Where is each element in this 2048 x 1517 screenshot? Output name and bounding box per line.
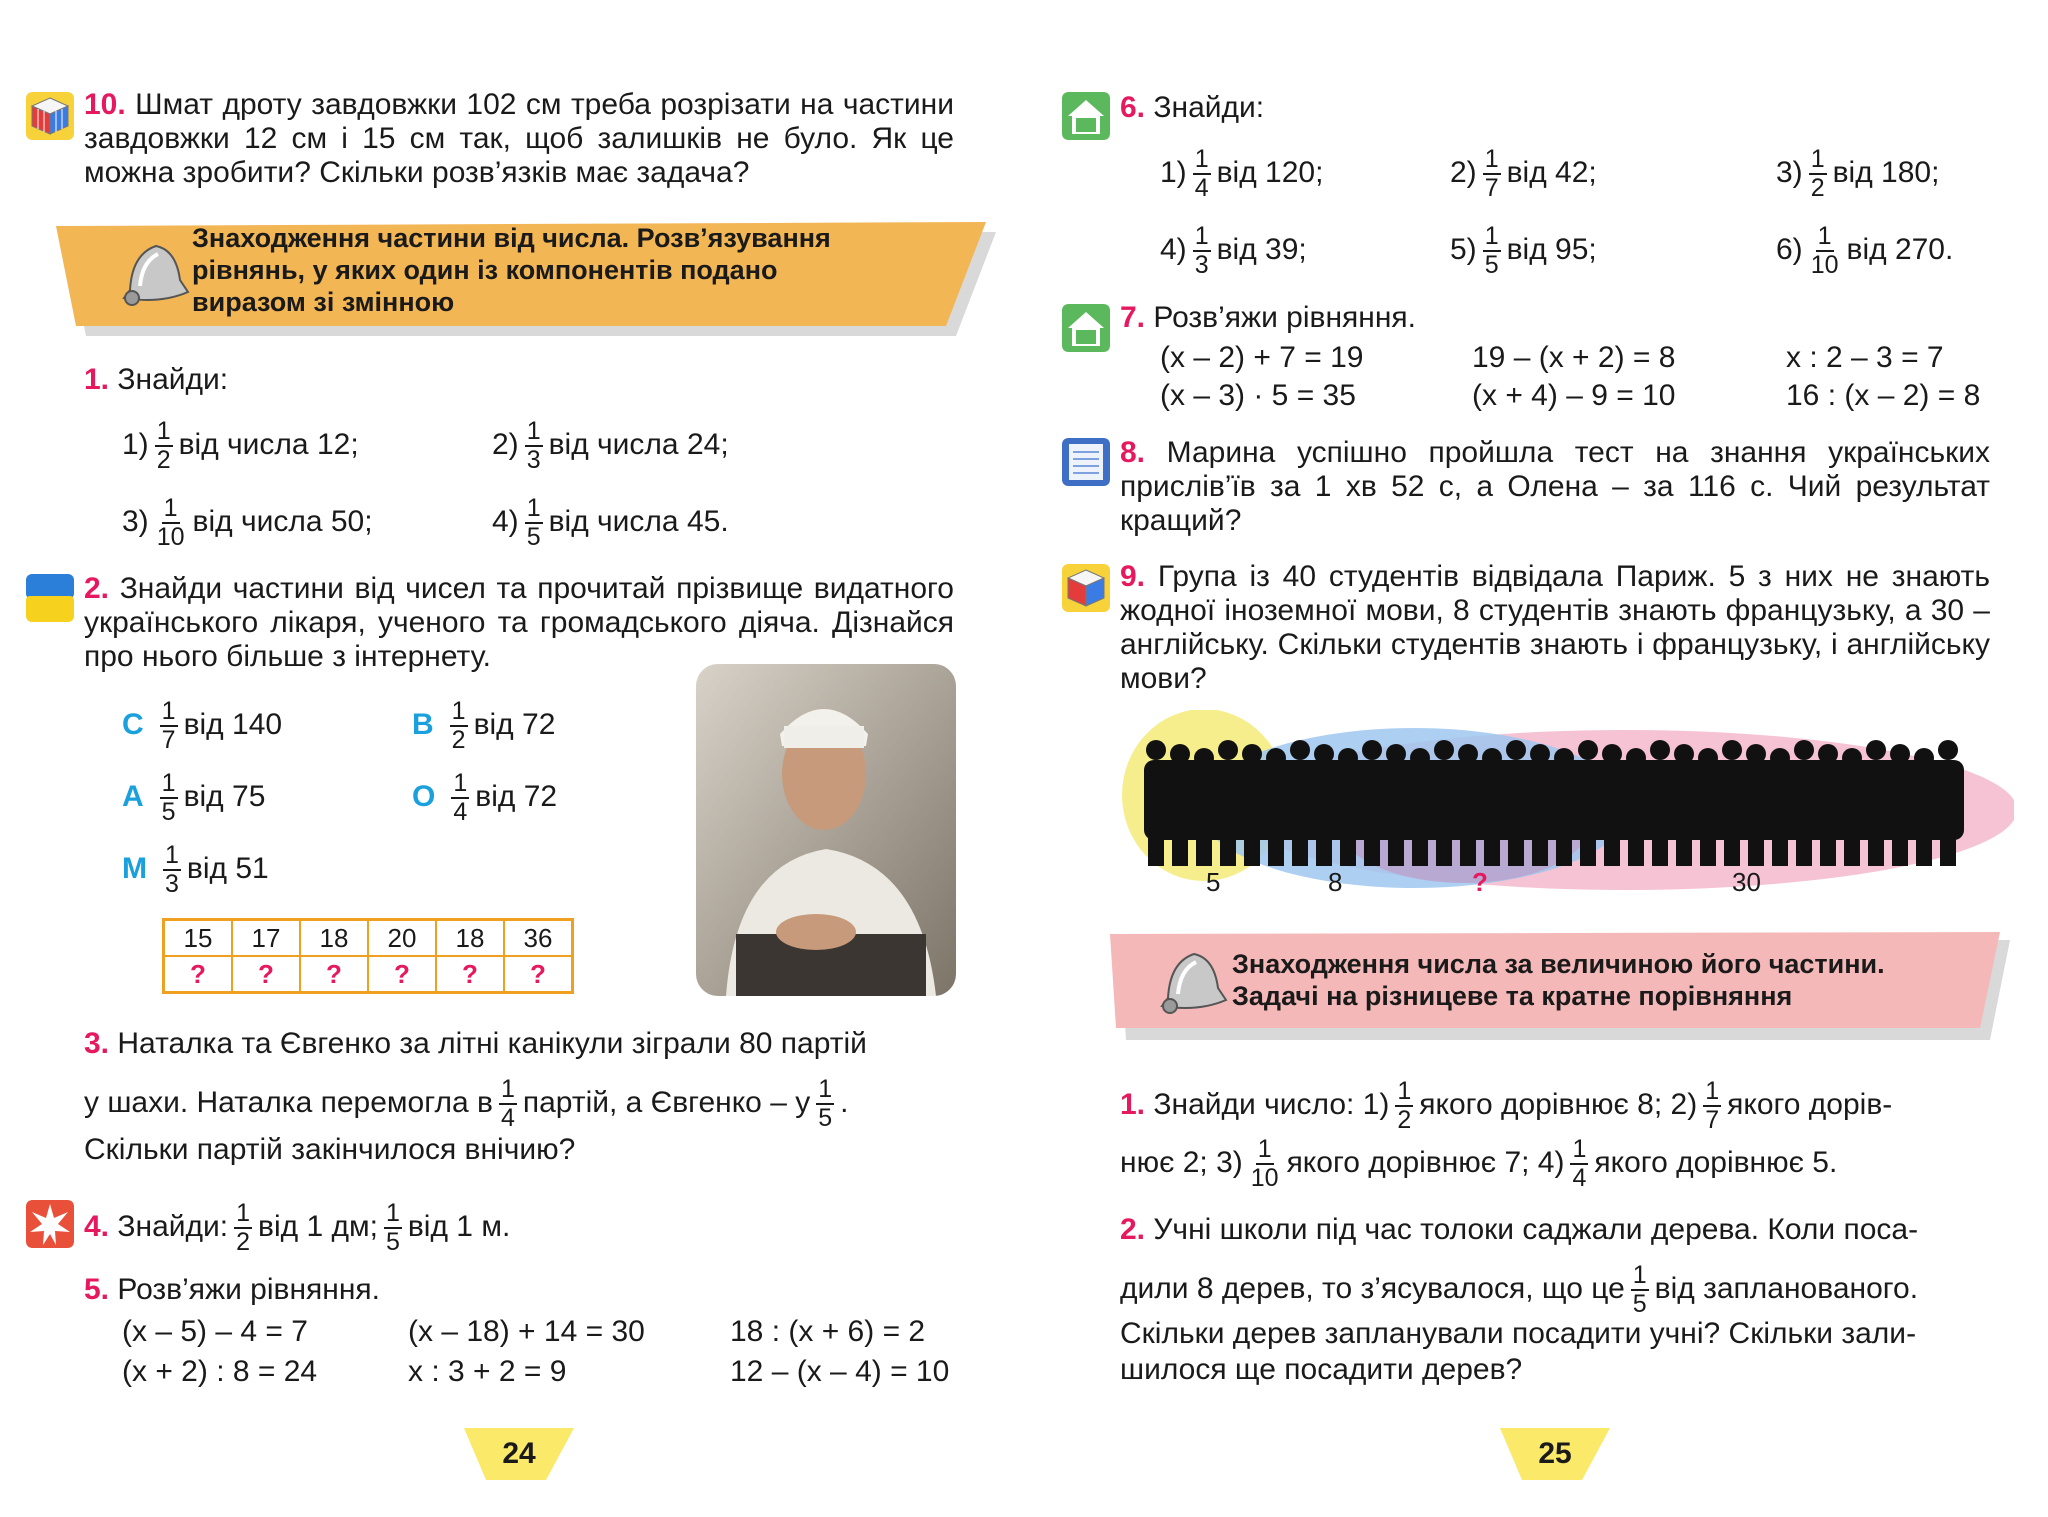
numerator: 1 (453, 769, 468, 797)
bell-icon (1148, 940, 1232, 1020)
silhouette-head (1458, 744, 1478, 764)
task-number: 3. (84, 1027, 110, 1060)
equation: x : 2 – 3 = 7 (1786, 341, 1944, 374)
silhouette-legs (1676, 830, 1692, 866)
fraction (1631, 1262, 1649, 1318)
fraction (451, 770, 469, 826)
silhouette-legs (1700, 830, 1716, 866)
numerator: 1 (1705, 1077, 1720, 1105)
letter-item-v (412, 698, 555, 754)
denominator: 2 (451, 726, 466, 754)
numerator: 1 (500, 1075, 515, 1103)
equation: (x + 2) : 8 = 24 (122, 1355, 318, 1388)
letter-item-m (122, 842, 269, 898)
page-number-text: 25 (1538, 1437, 1572, 1470)
fraction (1809, 146, 1827, 202)
denominator: 3 (165, 870, 179, 898)
item-text: від 95; (1506, 232, 1597, 266)
equation: (x – 18) + 14 = 30 (408, 1315, 645, 1348)
answer-table (162, 918, 574, 994)
venn-label-none: 5 (1206, 867, 1221, 897)
venn-label-english: 30 (1732, 867, 1761, 897)
task-4 (84, 1200, 510, 1256)
task-6-item-4 (1160, 223, 1307, 279)
numerator: 1 (1632, 1261, 1647, 1289)
silhouette-head (1290, 740, 1310, 760)
denominator: 2 (236, 1228, 251, 1256)
silhouette-legs (1436, 830, 1452, 866)
table-cell: 36 (504, 920, 573, 957)
task-number: 9. (1120, 560, 1146, 593)
task-number: 1. (1120, 1087, 1146, 1121)
task-number: 2. (1120, 1213, 1146, 1246)
silhouette-legs (1388, 830, 1404, 866)
table-cell: ? (232, 956, 300, 993)
silhouette-legs (1412, 830, 1428, 866)
item-index: 5) (1450, 232, 1477, 266)
equation: x : 3 + 2 = 9 (408, 1355, 567, 1388)
table-cell: ? (300, 956, 368, 993)
item-index: 2) (1450, 155, 1477, 189)
fraction (155, 495, 187, 551)
silhouette-head (1914, 748, 1934, 768)
silhouette-legs (1820, 830, 1836, 866)
table-cell: 18 (300, 920, 368, 957)
numerator: 1 (526, 417, 541, 445)
denominator: 4 (1194, 174, 1209, 202)
topic-line-2: Задачі на різницеве та кратне порівняння (1232, 981, 1793, 1011)
item-text: від 180; (1832, 155, 1940, 189)
silhouette-legs (1628, 830, 1644, 866)
task-10 (84, 88, 954, 190)
house-icon (1062, 92, 1110, 140)
table-cell: 17 (232, 920, 300, 957)
silhouette-legs (1604, 830, 1620, 866)
table-cell: ? (164, 956, 233, 993)
fraction (155, 418, 173, 474)
task-6-item-6 (1776, 223, 1953, 279)
fraction (1193, 223, 1211, 279)
task-text: . (840, 1085, 849, 1119)
house-icon (1062, 304, 1110, 352)
silhouette-legs (1916, 830, 1932, 866)
silhouette-head (1674, 744, 1694, 764)
denominator: 7 (1484, 174, 1499, 202)
task-text: дили 8 дерев, то з’ясувалося, що це (1120, 1271, 1625, 1305)
item-index: 3) (122, 504, 149, 538)
item-text: від числа 45. (548, 504, 729, 538)
fraction (1483, 146, 1501, 202)
item-index: 4) (492, 504, 519, 538)
denominator: 5 (1632, 1290, 1647, 1318)
item-text: від 120; (1216, 155, 1324, 189)
topic-heading (192, 222, 831, 318)
denominator: 10 (1810, 251, 1839, 279)
fraction (1703, 1078, 1721, 1134)
task-text: якого дорівнює 7; 4) (1286, 1145, 1565, 1179)
task-number: 8. (1120, 436, 1146, 469)
silhouette-legs (1220, 830, 1236, 866)
numerator: 1 (385, 1199, 400, 1227)
task-text: Знайди частини від чисел та прочитай прізвище видатного українського лікаря, ученого та громадського діяча. Дізнайся про нього більше з інтернету. (84, 572, 954, 673)
silhouette-legs (1868, 830, 1884, 866)
silhouette-head (1194, 748, 1214, 768)
task-number: 2. (84, 572, 110, 605)
silhouette-head (1794, 740, 1814, 760)
denominator: 10 (156, 523, 185, 551)
silhouette-legs (1580, 830, 1596, 866)
fraction (525, 495, 543, 551)
numerator: 1 (818, 1075, 833, 1103)
equation: (x – 3) · 5 = 35 (1160, 379, 1356, 412)
silhouette-legs (1196, 830, 1212, 866)
silhouette-legs (1652, 830, 1668, 866)
page-number (464, 1428, 574, 1480)
task-8 (1120, 436, 1990, 538)
numerator: 1 (161, 769, 176, 797)
silhouette-head (1506, 740, 1526, 760)
task-6-item-5 (1450, 223, 1597, 279)
item-index: 1) (122, 427, 149, 461)
fraction (816, 1076, 834, 1132)
venn-label-french: 8 (1328, 867, 1343, 897)
task-label: Знайди: (117, 363, 229, 396)
silhouette-legs (1244, 830, 1260, 866)
silhouette-legs (1268, 830, 1284, 866)
task-text: партій, а Євгенко – у (522, 1085, 811, 1119)
task-1-item-1 (122, 418, 359, 474)
silhouette-head (1266, 748, 1286, 768)
denominator: 2 (156, 446, 171, 474)
task-number: 10. (84, 88, 126, 121)
silhouette-legs (1844, 830, 1860, 866)
silhouette-head (1410, 748, 1430, 768)
task-3-line-2 (84, 1076, 848, 1132)
silhouette-head (1434, 740, 1454, 760)
letter-item-a (122, 770, 265, 826)
task-number: 1. (84, 363, 110, 396)
topic-line-1: Знаходження частини від числа. Розв’язування (192, 223, 831, 253)
denominator: 2 (1810, 174, 1825, 202)
item-text: від числа 24; (548, 427, 729, 461)
equation: 16 : (x – 2) = 8 (1786, 379, 1981, 412)
denominator: 4 (1572, 1164, 1587, 1192)
silhouette-head (1170, 744, 1190, 764)
notebook-icon (1062, 438, 1110, 486)
task-text: якого дорів- (1727, 1087, 1893, 1121)
fraction (525, 418, 543, 474)
silhouette-legs (1460, 830, 1476, 866)
numerator: 1 (1817, 222, 1832, 250)
silhouette-head (1602, 744, 1622, 764)
task-number: 7. (1120, 301, 1146, 334)
silhouette-head (1722, 740, 1742, 760)
task-6-item-1 (1160, 146, 1323, 202)
denominator: 4 (500, 1104, 515, 1132)
task-label: Розв’яжи рівняння. (117, 1273, 380, 1306)
silhouette-legs (1508, 830, 1524, 866)
task-text: якого дорівнює 5. (1594, 1145, 1838, 1179)
denominator: 3 (1194, 251, 1209, 279)
item-text: від 72 (473, 707, 556, 741)
task-text: від 1 дм; (258, 1209, 378, 1243)
task-text: Учні школи під час толоки саджали дерева. Коли поса- (1153, 1213, 1919, 1246)
numerator: 1 (1257, 1135, 1272, 1163)
task-label: Розв’яжи рівняння. (1153, 301, 1416, 334)
task-r1-line-1 (1120, 1078, 1892, 1134)
fraction (1570, 1136, 1588, 1192)
silhouette-head (1482, 748, 1502, 768)
ukraine-flag-icon (26, 574, 74, 622)
task-text: Марина успішно пройшла тест на знання українських прислів’їв за 1 хв 52 с, а Олена – за 116 с. Чий результат кращий? (1120, 436, 1990, 537)
silhouette-head (1146, 740, 1166, 760)
item-index: 6) (1776, 232, 1803, 266)
letter: М (122, 851, 147, 885)
silhouette-head (1818, 744, 1838, 764)
item-text: від 42; (1506, 155, 1597, 189)
task-3-line-3 (84, 1130, 575, 1170)
fraction (450, 698, 468, 754)
fraction (384, 1200, 402, 1256)
venn-label-both: ? (1472, 867, 1488, 897)
fraction (1395, 1078, 1413, 1134)
item-index: 1) (1160, 155, 1187, 189)
numerator: 1 (1572, 1135, 1587, 1163)
silhouette-head (1578, 740, 1598, 760)
task-text: у шахи. Наталка перемогла в (84, 1085, 493, 1119)
silhouette-legs (1340, 830, 1356, 866)
silhouette-legs (1292, 830, 1308, 866)
bell-icon (110, 232, 194, 312)
task-text: Знайди число: 1) (1153, 1087, 1390, 1121)
item-index: 2) (492, 427, 519, 461)
task-9 (1120, 560, 1990, 696)
task-text: якого дорівнює 8; 2) (1419, 1087, 1698, 1121)
silhouette-head (1362, 740, 1382, 760)
numerator: 1 (1194, 222, 1209, 250)
silhouette-legs (1724, 830, 1740, 866)
silhouette-head (1218, 740, 1238, 760)
topic-line-1: Знаходження числа за величиною його частини. (1232, 949, 1885, 979)
fraction (234, 1200, 252, 1256)
denominator: 5 (161, 798, 176, 826)
letter: С (122, 707, 144, 741)
numerator: 1 (161, 697, 176, 725)
task-3-line-1 (84, 1024, 867, 1064)
silhouette-head (1314, 744, 1334, 764)
topic-heading (1232, 948, 1885, 1012)
numerator: 1 (1810, 145, 1825, 173)
silhouette-legs (1172, 830, 1188, 866)
task-1-item-3 (122, 495, 373, 551)
silhouette-head (1242, 744, 1262, 764)
star-burst-icon (26, 1200, 74, 1248)
denominator: 5 (526, 523, 541, 551)
silhouette-legs (1556, 830, 1572, 866)
task-text: від 1 м. (407, 1209, 511, 1243)
silhouette-legs (1364, 830, 1380, 866)
silhouette-legs (1532, 830, 1548, 866)
task-6-item-2 (1450, 146, 1597, 202)
item-text: від 72 (475, 779, 558, 813)
task-number: 5. (84, 1273, 110, 1306)
numerator: 1 (1484, 145, 1499, 173)
table-cell: 20 (368, 920, 436, 957)
fraction (160, 770, 178, 826)
topic-line-3: виразом зі змінною (192, 287, 455, 317)
fraction (1193, 146, 1211, 202)
fraction (1249, 1136, 1281, 1192)
topic-line-2: рівнянь, у яких один із компонентів подано (192, 255, 778, 285)
table-cell: ? (368, 956, 436, 993)
silhouette-head (1770, 748, 1790, 768)
silhouette-head (1746, 744, 1766, 764)
silhouette-head (1938, 740, 1958, 760)
silhouette-head (1866, 740, 1886, 760)
denominator: 5 (818, 1104, 833, 1132)
task-text: Група із 40 студентів відвідала Париж. 5 з них не знають жодної іноземної мови, 8 студентів знають французьку, а 30 – англійську. Скільки студентів знають і французьку, і англійську мови? (1120, 560, 1990, 695)
task-1-heading (84, 360, 228, 400)
silhouette-legs (1796, 830, 1812, 866)
task-1-item-2 (492, 418, 729, 474)
equation: 12 – (x – 4) = 10 (730, 1355, 950, 1388)
letter: О (412, 779, 436, 813)
item-text: від 140 (183, 707, 283, 741)
task-text: Шмат дроту завдовжки 102 см треба розрізати на частини завдовжки 12 см і 15 см так, щоб залишків не було. Як це можна зробити? Скільки розв’язків має задача? (84, 88, 954, 189)
numerator: 1 (1194, 145, 1209, 173)
letter: А (122, 779, 144, 813)
numerator: 1 (236, 1199, 251, 1227)
item-text: від 39; (1216, 232, 1307, 266)
task-text: нює 2; 3) (1120, 1145, 1243, 1179)
silhouette-legs (1892, 830, 1908, 866)
numerator: 1 (163, 494, 178, 522)
page-number (1500, 1428, 1610, 1480)
rubik-cube-icon (1062, 564, 1110, 612)
task-1-item-4 (492, 495, 729, 551)
silhouette-head (1890, 744, 1910, 764)
page-number-text: 24 (502, 1437, 536, 1470)
table-cell: ? (436, 956, 504, 993)
item-index: 4) (1160, 232, 1187, 266)
silhouette-legs (1316, 830, 1332, 866)
silhouette-head (1650, 740, 1670, 760)
task-6-heading (1120, 88, 1264, 128)
task-7-heading (1120, 298, 1416, 338)
denominator: 7 (1705, 1106, 1720, 1134)
portrait-photo (696, 664, 956, 996)
table-row (164, 920, 573, 957)
fraction (499, 1076, 517, 1132)
item-text: від числа 12; (178, 427, 359, 461)
table-cell: ? (504, 956, 573, 993)
silhouette-head (1698, 748, 1718, 768)
denominator: 2 (1397, 1106, 1412, 1134)
item-text: від 270. (1846, 232, 1954, 266)
task-text: від запланованого. (1654, 1271, 1919, 1305)
numerator: 1 (156, 417, 171, 445)
task-number: 6. (1120, 91, 1146, 124)
silhouette-head (1530, 744, 1550, 764)
task-text: Наталка та Євгенко за літні канікули зіграли 80 партій (117, 1027, 867, 1060)
item-text: від числа 50; (192, 504, 373, 538)
task-5-heading (84, 1270, 380, 1310)
task-r2-line-1 (1120, 1210, 1918, 1250)
denominator: 10 (1250, 1164, 1279, 1192)
fraction (163, 842, 181, 898)
letter: В (412, 707, 434, 741)
denominator: 5 (1484, 251, 1499, 279)
silhouette-legs (1940, 830, 1956, 866)
denominator: 5 (385, 1228, 400, 1256)
silhouette-head (1386, 744, 1406, 764)
table-cell: 18 (436, 920, 504, 957)
numerator: 1 (451, 697, 466, 725)
numerator: 1 (1397, 1077, 1412, 1105)
denominator: 4 (453, 798, 468, 826)
item-text: від 51 (186, 851, 269, 885)
silhouette-head (1338, 748, 1358, 768)
denominator: 3 (526, 446, 541, 474)
equation: 18 : (x + 6) = 2 (730, 1315, 926, 1348)
fraction (1809, 223, 1841, 279)
task-6-item-3 (1776, 146, 1939, 202)
silhouette-legs (1772, 830, 1788, 866)
silhouette-legs (1148, 830, 1164, 866)
table-cell: 15 (164, 920, 233, 957)
task-2 (84, 572, 954, 674)
task-label: Знайди: (1153, 91, 1265, 124)
equation: (x – 2) + 7 = 19 (1160, 341, 1364, 374)
table-row (164, 956, 573, 993)
denominator: 7 (161, 726, 176, 754)
equation: (x + 4) – 9 = 10 (1472, 379, 1676, 412)
students-venn-illustration (1114, 710, 2014, 910)
task-r2-line-4: шилося ще посадити дерев? (1120, 1353, 1523, 1386)
silhouette-legs (1748, 830, 1764, 866)
rubik-cube-icon (26, 92, 74, 140)
silhouette-head (1554, 748, 1574, 768)
right-page (1024, 0, 2048, 1517)
equation: (x – 5) – 4 = 7 (122, 1315, 308, 1348)
task-r2-line-2 (1120, 1262, 1918, 1318)
task-r2-line-3: Скільки дерев запланували посадити учні? Скільки зали- (1120, 1317, 1917, 1350)
silhouette-head (1842, 748, 1862, 768)
silhouette-head (1626, 748, 1646, 768)
task-text: Скільки партій закінчилося внічию? (84, 1133, 576, 1166)
fraction (1483, 223, 1501, 279)
letter-item-s (122, 698, 282, 754)
equation: 19 – (x + 2) = 8 (1472, 341, 1676, 374)
numerator: 1 (526, 494, 541, 522)
task-label: Знайди: (117, 1209, 229, 1243)
numerator: 1 (165, 841, 179, 869)
silhouette-legs (1484, 830, 1500, 866)
item-index: 3) (1776, 155, 1803, 189)
numerator: 1 (1484, 222, 1499, 250)
task-r1-line-2 (1120, 1136, 1837, 1192)
fraction (160, 698, 178, 754)
item-text: від 75 (183, 779, 266, 813)
task-number: 4. (84, 1209, 110, 1243)
letter-item-o (412, 770, 557, 826)
